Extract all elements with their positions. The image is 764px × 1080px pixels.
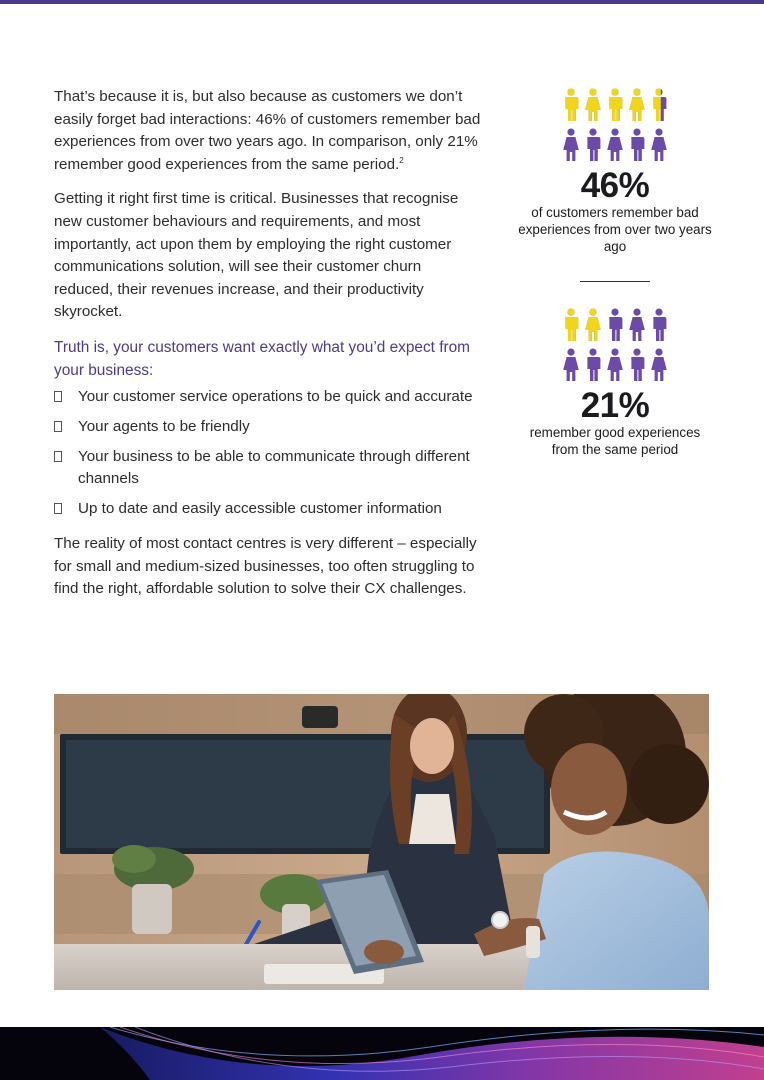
footer-wave-graphic [0,1027,764,1080]
person-icon [650,128,668,162]
person-icon [584,88,602,122]
person-icon [606,308,624,342]
office-photo [54,694,709,990]
person-icon-row [515,88,715,122]
person-icon-row [515,128,715,162]
stats-divider [580,281,650,282]
person-icon [650,308,668,342]
stats-panel [515,88,715,458]
stat-value: 21% [580,386,650,425]
person-icon [584,308,602,342]
person-icon [606,88,624,122]
person-icon [628,128,646,162]
top-accent-bar [0,0,764,4]
person-icon [650,88,668,122]
lead-statement: Truth is, your customers want exactly what you’d expect from your business: [54,338,470,379]
list-item [54,446,484,490]
person-icon [606,128,624,162]
paragraph-intro-text: That’s because it is, but also because as customers we don’t easily forget bad interactions: 46% of customers remember bad experiences from over two years ago. In comparison, only 21% remember good experiences from the same period. [54,88,481,173]
person-icon [562,128,580,162]
person-icon [584,128,602,162]
bullet-box-icon [54,451,62,462]
person-icon [562,348,580,382]
person-icon [584,348,602,382]
person-icon [628,88,646,122]
person-icon [606,348,624,382]
person-icon [628,308,646,342]
list-item-text: Your customer service operations to be quick and accurate [78,388,473,406]
person-icon [650,348,668,382]
person-icon [628,348,646,382]
list-item-text: Your agents to be friendly [78,418,250,436]
stat-value: 46% [580,166,650,205]
expectations-list [54,386,484,520]
office-photo-image [54,694,709,990]
list-item-text: Your business to be able to communicate through different channels [78,448,470,488]
paragraph-getting-it-right: Getting it right first time is critical. Businesses that recognise new customer behaviours and requirements, and most importantly, act upon them by employing the right customer communications solution, will see their customer churn reduced, their revenues increase, and their productivity skyrocket. [54,190,459,321]
bullet-box-icon [54,421,62,432]
stat-caption: remember good experiences from the same period [529,425,701,457]
person-icon-row [515,348,715,382]
bullet-box-icon [54,391,62,402]
paragraph-closing: The reality of most contact centres is very different – especially for small and medium-sized businesses, too often struggling to find the right, affordable solution to solve their CX challenges. [54,535,477,598]
footer-decorative-band [0,1027,764,1080]
footnote-ref: 2 [399,155,404,165]
bullet-box-icon [54,503,62,514]
list-item [54,386,484,408]
stat-block [515,88,715,255]
list-item-text: Up to date and easily accessible customer information [78,500,442,518]
person-icon [562,88,580,122]
stat-block [515,308,715,458]
person-icon-row [515,308,715,342]
list-item [54,416,484,438]
person-icon [562,308,580,342]
stat-caption: of customers remember bad experiences from over two years ago [518,205,712,254]
paragraph-intro [54,86,484,176]
list-item [54,498,484,520]
body-column [54,86,484,601]
